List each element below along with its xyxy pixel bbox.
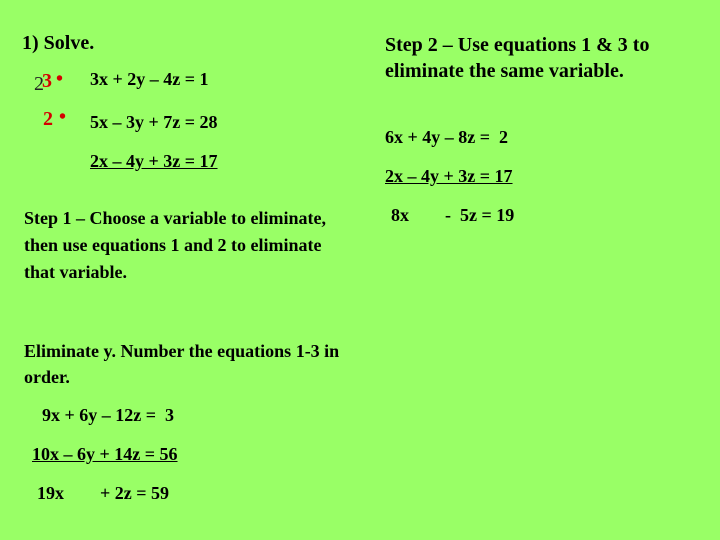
step2-text: Step 2 – Use equations 1 & 3 to eliminate the same variable. (385, 34, 650, 82)
step2-line-2: 2x – 4y + 3z = 17 (385, 166, 513, 186)
equation-1-marker-a: 2 (34, 73, 44, 95)
step2-line-1: 6x + 4y – 8z = 2 (385, 127, 509, 147)
work-line-1: 9x + 6y – 12z = 3 (42, 405, 175, 425)
work-result: 19x + 2z = 59 (37, 483, 170, 503)
equation-1: 3x + 2y – 4z = 1 (90, 69, 209, 89)
equation-2: 5x – 3y + 7z = 28 (90, 112, 218, 132)
equation-2-marker: 2 (43, 108, 53, 130)
equation-1-bullet: • (56, 68, 64, 90)
step2-result: 8x - 5z = 19 (391, 205, 515, 225)
eliminate-instruction: Eliminate y. Number the equations 1-3 in order. (24, 341, 340, 387)
step1-text: Step 1 – Choose a variable to eliminate, then use equations 1 and 2 to eliminate that variable. (24, 208, 326, 282)
equation-2-bullet: • (59, 106, 67, 128)
equation-1-marker-b: 3 (42, 70, 52, 92)
equation-3: 2x – 4y + 3z = 17 (90, 151, 218, 171)
work-line-2: 10x – 6y + 14z = 56 (32, 444, 178, 464)
problem-heading: 1) Solve. (22, 32, 95, 54)
